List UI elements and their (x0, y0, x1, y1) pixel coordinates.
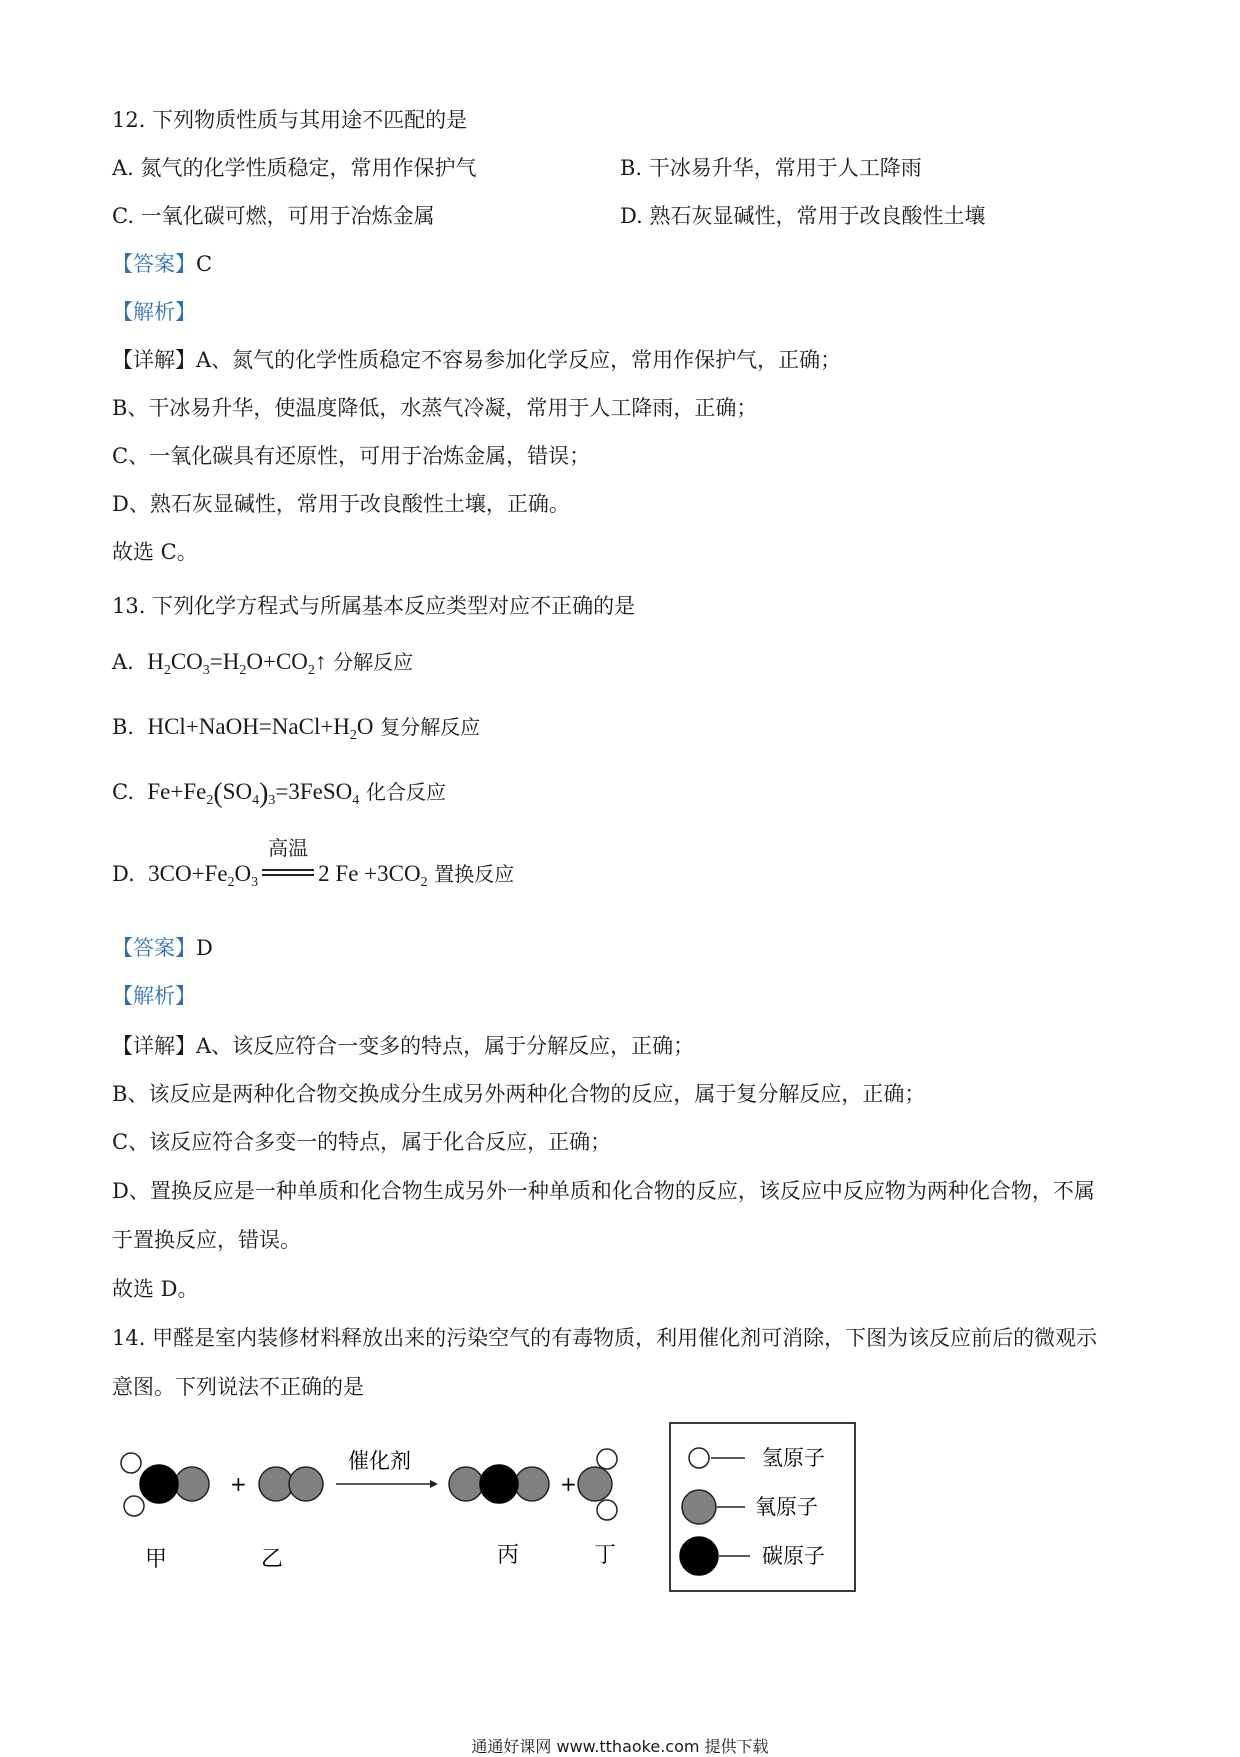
label-ding: 丁 (593, 1543, 617, 1568)
q13-option-d (112, 836, 515, 890)
q12-detail-4: D、熟石灰显碱性，常用于改良酸性土壤，正确。 (112, 492, 570, 516)
reaction-condition (262, 836, 314, 885)
q12-option-b: B. 干冰易升华，常用于人工降雨 (620, 156, 922, 180)
molecule-ding (578, 1449, 617, 1520)
q12-detail-5: 故选 C。 (112, 540, 198, 564)
q13-analysis-tag: 【解析】 (112, 984, 196, 1008)
q12-answer (112, 254, 212, 275)
q13-detail-6: 故选 D。 (112, 1277, 199, 1301)
page-footer: 通通好课网 www.tthaoke.com 提供下载 (471, 1737, 769, 1756)
q13-answer (112, 938, 213, 959)
q13-option-a (112, 650, 413, 678)
q13-detail-2: B、该反应是两种化合物交换成分生成另外两种化合物的反应，属于复分解反应，正确； (112, 1082, 926, 1106)
q14-stem-line-2: 意图。下列说法不正确的是 (112, 1375, 364, 1399)
molecule-yi (259, 1467, 323, 1501)
q12-option-a: A. 氮气的化学性质稳定，常用作保护气 (112, 156, 477, 180)
reaction-type: 复分解反应 (380, 715, 481, 739)
option-label: B. (112, 715, 135, 739)
q12-stem: 12. 下列物质性质与其用途不匹配的是 (112, 108, 468, 132)
q13-detail-1: 【详解】A、该反应符合一变多的特点，属于分解反应，正确； (112, 1034, 695, 1058)
legend-hydrogen-label: 氢原子 (762, 1446, 825, 1470)
q13-option-c (112, 780, 446, 808)
q13-option-b (112, 715, 480, 743)
option-label: C. (112, 780, 134, 804)
equation-d: $3CO+Fe_2O_3$ 高温 2 $Fe +3CO_2$ (148, 836, 428, 890)
legend-box (670, 1423, 855, 1591)
equation-b: $HCl+NaOH=NaCl+H_2O$ (147, 714, 374, 743)
label-yi: 乙 (260, 1547, 284, 1572)
q13-detail-5: 于置换反应，错误。 (112, 1228, 301, 1252)
plus-sign-2: + (560, 1472, 577, 1496)
option-label: A. (112, 650, 134, 674)
reaction-type: 分解反应 (333, 650, 414, 674)
q12-detail-2: B、干冰易升华，使温度降低，水蒸气冷凝，常用于人工降雨，正确； (112, 396, 758, 420)
q12-detail-1: 【详解】A、氮气的化学性质稳定不容易参加化学反应，常用作保护气，正确； (112, 348, 842, 372)
equation-a: $H_2CO_3=H_2O+CO_2↑$ (147, 649, 327, 678)
reaction-type: 化合反应 (365, 780, 446, 804)
equation-c: $Fe+Fe_2(SO_4)_3=3FeSO_4$ (147, 778, 360, 809)
answer-tag: 【答案】 (112, 936, 196, 960)
answer-tag: 【答案】 (112, 252, 196, 276)
answer-value: C (196, 252, 213, 276)
condition-text: 高温 (268, 836, 309, 860)
legend-hydrogen-icon (689, 1448, 709, 1468)
legend-oxygen-icon (682, 1490, 716, 1524)
q12-option-d: D. 熟石灰显碱性，常用于改良酸性土壤 (620, 204, 986, 228)
label-jia: 甲 (144, 1547, 168, 1572)
label-bing: 丙 (496, 1543, 520, 1568)
catalyst-label: 催化剂 (348, 1449, 411, 1473)
q12-analysis-tag: 【解析】 (112, 300, 196, 324)
q13-detail-4: D、置换反应是一种单质和化合物生成另外一种单质和化合物的反应，该反应中反应物为两种化合物，不属 (112, 1179, 1095, 1203)
q12-detail-3: C、一氧化碳具有还原性，可用于冶炼金属，错误； (112, 444, 591, 468)
legend-carbon-icon (680, 1537, 718, 1575)
q12-option-c: C. 一氧化碳可燃，可用于冶炼金属 (112, 204, 435, 228)
legend-oxygen-label: 氧原子 (755, 1495, 818, 1519)
molecular-reaction-diagram (100, 1410, 870, 1600)
option-label: D. (112, 862, 135, 886)
q14-stem-line-1: 14. 甲醛是室内装修材料释放出来的污染空气的有毒物质，利用催化剂可消除，下图为该反应前后的微观示 (112, 1326, 1098, 1350)
molecule-jia (121, 1453, 209, 1516)
legend-carbon-label: 碳原子 (762, 1544, 825, 1568)
plus-sign-1: + (230, 1472, 247, 1496)
q13-stem: 13. 下列化学方程式与所属基本反应类型对应不正确的是 (112, 594, 636, 618)
q13-detail-3: C、该反应符合多变一的特点，属于化合反应，正确； (112, 1130, 612, 1154)
reaction-type: 置换反应 (434, 862, 515, 886)
arrow-head-icon (430, 1480, 438, 1488)
answer-value: D (196, 936, 213, 960)
molecule-bing (449, 1465, 549, 1503)
